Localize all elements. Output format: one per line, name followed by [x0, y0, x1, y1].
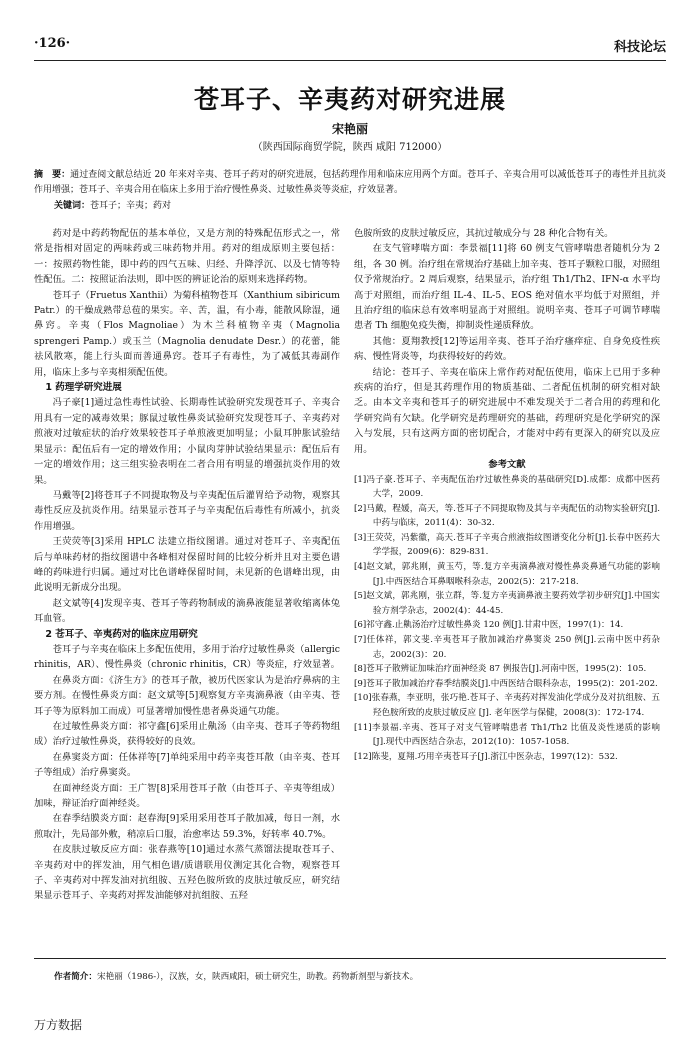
reference-item: [5]赵文斌，郭兆刚，张立群，等.复方辛夷滴鼻液主要药效学初步研究[J].中国实验方剂学杂志，2002(4)：44-45. — [354, 591, 660, 616]
page-number: ·126· — [34, 36, 71, 51]
keywords-label: 关键词： — [54, 201, 91, 211]
reference-item: [11]李景福.辛夷、苍耳子对支气管哮喘患者 Th1/Th2 比值及炎性递质的影响[J].现代中西医结合杂志，2012(10)：1057-1058. — [354, 722, 660, 748]
reference-item: [6]祁守鑫.止鼽汤治疗过敏性鼻炎 120 例[J].甘肃中医，1997(1)：14. — [354, 620, 624, 631]
abstract-label: 摘 要： — [34, 170, 71, 180]
header-rule — [34, 60, 666, 61]
reference-item: [4]赵文斌，郭兆刚，黄玉芍，等.复方辛夷滴鼻液对慢性鼻炎鼻通气功能的影响[J].中西医结合耳鼻咽喉科杂志，2002(5)：217-218. — [354, 562, 660, 587]
abstract — [34, 168, 666, 198]
body-paragraph: 在鼻窦炎方面：任体祥等[7]单纯采用中药辛夷苍耳散（由辛夷、苍耳子等组成）治疗鼻窦炎。 — [34, 751, 340, 779]
body-paragraph: 药对是中药药物配伍的基本单位，又是方剂的特殊配伍形式之一，常常是指相对固定的两味药或三味药物并用。药对的组成原则主要包括：一：按照药物性能，即中药的四气五味、归经、升降浮沉、以及七情等特性配伍。二：按照证治法则，即中医的辨证论治的原则来选择药物。 — [34, 228, 340, 286]
body-paragraph: 在鼻炎方面：《济生方》的苍耳子散，被历代医家认为是治疗鼻病的主要方剂。在慢性鼻炎方面：赵文斌等[5]观察复方辛夷滴鼻液（由辛夷、苍耳子等为原料加工而成）可显著增加慢性患者鼻炎通气功能。 — [34, 674, 340, 717]
bio-text: 宋艳丽（1986-），汉族，女，陕西咸阳，硕士研究生，助教。药物新剂型与新技术。 — [96, 972, 419, 982]
body-paragraph: 苍耳子（Fruetus Xanthii）为菊科植物苍耳（Xanthium sibiricum Patr.）的干燥成熟带总苞的果实。辛、苦，温，有小毒，能散风除湿，通鼻窍。辛夷（Flos Magnoliae）为木兰科植物辛夷（Magnolia sprengeri Pamp.）或玉兰（Magnolia denudate Desr.）的花蕾，能祛风散寒，能上行头面而善通鼻窍。苍耳子有毒性，为了减低其毒副作用，临床上多与辛夷相须配伍使。 — [34, 289, 340, 378]
keywords-text: 苍耳子；辛夷；药对 — [90, 201, 172, 211]
bio-label: 作者简介： — [54, 972, 97, 982]
body-paragraph: 王荧荧等[3]采用 HPLC 法建立指纹图谱。通过对苍耳子、辛夷配伍后与单味药材的指纹图谱中各峰相对保留时间的比较分析并且对主要色谱峰的药味进行归属。通过对比色谱峰保留时间，未见新的色谱峰出现，由此说明无新成分出现。 — [34, 536, 340, 594]
reference-list — [354, 473, 660, 765]
body-paragraph: 苍耳子与辛夷在临床上多配伍使用，多用于治疗过敏性鼻炎（allergic rhinitis，AR）、慢性鼻炎（chronic rhinitis，CR）等炎症，疗效显著。 — [34, 643, 340, 671]
section-heading: 2 苍耳子、辛夷药对的临床应用研究 — [45, 628, 198, 640]
body-paragraph: 色胺所致的皮肤过敏反应，其抗过敏成分与 28 种化合物有关。 — [354, 228, 614, 239]
reference-item: [7]任体祥，郭文斐.辛夷苍耳子散加减治疗鼻窦炎 250 例[J].云南中医中药杂志，2002(3)：20. — [354, 635, 660, 660]
page-header — [34, 36, 666, 56]
body-paragraph: 在过敏性鼻炎方面：祁守鑫[6]采用止鼽汤（由辛夷、苍耳子等药物组成）治疗过敏性鼻炎，获得较好的良效。 — [34, 721, 340, 748]
abstract-text: 通过查阅文献总结近 20 年来对辛夷、苍耳子药对的研究进展，包括药理作用和临床应用两个方面。苍耳子、辛夷合用可以减低苍耳子的毒性并且抗炎作用增强；苍耳子、辛夷合用在临床上多用于治疗慢性鼻炎、过敏性鼻炎等炎症，疗效显著。 — [34, 170, 666, 195]
footer-watermark: 万方数据 — [34, 1018, 83, 1032]
reference-item: [3]王荧荧，冯紫徽，高天.苍耳子辛夷合煎液指纹图谱变化分析[J].长春中医药大学学报，2009(6)：829-831. — [354, 532, 660, 558]
section-heading: 1 药理学研究进展 — [45, 382, 122, 394]
author-affiliation: （陕西国际商贸学院，陕西 咸阳 712000） — [252, 142, 448, 153]
body-paragraph: 在支气管哮喘方面：李景福[11]将 60 例支气管哮喘患者随机分为 2 组，各 30 例。治疗组在常规治疗基础上加辛夷、苍耳子颗粒口服，对照组仅予常规治疗。2 周后观察，结果显示，治疗组 Th1/Th2、IFN-α 水平均高于对照组，而治疗组 IL-4、IL-5、EOS 绝对值水平均低于对照组，并且治疗组的临床总有效率明显高于对照组。说明辛夷、苍耳子可调节哮喘患者 Th 细胞免疫失衡，抑制炎性递质释放。 — [354, 243, 660, 332]
body-right-text — [354, 226, 660, 457]
reference-item: [10]张春燕，李亚明，张巧艳.苍耳子、辛夷药对挥发油化学成分及对抗组胺、五羟色胺所致的皮肤过敏反应 [J]. 老年医学与保健，2008(3)：172-174. — [354, 693, 660, 718]
body-column-left — [34, 226, 340, 938]
reference-item: [1]冯子豪.苍耳子、辛夷配伍治疗过敏性鼻炎的基础研究[D].成都：成都中医药大学，2009. — [354, 474, 660, 500]
body-paragraph: 在面神经炎方面：王广智[8]采用苍耳子散（由苍耳子、辛夷等组成）加味，辩证治疗面神经炎。 — [34, 782, 340, 810]
author-bio — [54, 970, 666, 984]
journal-section: 科技论坛 — [613, 40, 666, 55]
article-title: 苍耳子、辛夷药对研究进展 — [193, 85, 506, 114]
body-paragraph: 马戴等[2]将苍耳子不同提取物及与辛夷配伍后灌胃给予动物，观察其毒性反应及抗炎作用。结果显示苍耳子与辛夷配伍后毒性有所减小，抗炎作用增强。 — [34, 489, 340, 532]
body-paragraph: 冯子豪[1]通过急性毒性试验、长期毒性试验研究发现苍耳子、辛夷合用具有一定的减毒效果；豚鼠过敏性鼻炎试验研究发现苍耳子、辛夷药对煎液对过敏症状的治疗效果较苍耳子单煎液更加明显；小鼠耳肿胀试验结果显示：配伍后有一定的增效作用；小鼠肉芽肿试验结果显示：配伍后有一定的增效作用；这三组实验表明在二者合用有明显的增强抗炎作用的效果。 — [34, 397, 340, 486]
body-column-right — [354, 226, 660, 938]
body-paragraph: 在皮肤过敏反应方面：张春燕等[10]通过水蒸气蒸馏法提取苍耳子、辛夷药对中的挥发油，用气相色谱/质谱联用仪测定其化合物，观察苍耳子、辛夷药对中挥发油对抗组胺、五羟色胺所致的皮肤过敏反应，研究结果显示苍耳子、辛夷药对挥发油能够对抗组胺、五羟 — [34, 844, 340, 902]
references-heading: 参考文献 — [488, 459, 526, 471]
body-paragraph: 在春季结膜炎方面：赵春海[9]采用采用苍耳子散加减，每日一剂，水煎取汁，先局部外敷，稍凉后口服，治愈率达 59.3%，好转率 40.7%。 — [34, 813, 340, 840]
bio-rule — [34, 958, 666, 959]
body-paragraph: 结论：苍耳子、辛夷在临床上常作药对配伍使用，临床上已用于多种疾病的治疗，但是其药理作用的物质基础、二者配伍机制的研究相对缺乏。由本文辛夷和苍耳子的研究进展中不难发现关于二者合用的药理和化学研究尚有欠缺。化学研究是药理研究的基础，药理研究是化学研究的深入与发展，只有这两方面的密切配合，才能对中药有更深入的研究以及应用。 — [354, 366, 660, 455]
reference-item: [2]马戴，程媛，高天，等.苍耳子不同提取物及其与辛夷配伍的动物实验研究[J].中药与临床，2011(4)：30-32. — [354, 503, 660, 529]
body-paragraph: 赵文斌等[4]发现辛夷、苍耳子等药物制成的滴鼻液能显著收缩离体兔耳血管。 — [34, 597, 340, 625]
reference-item: [9]苍耳子散加减治疗春季结膜炎[J].中西医结合眼科杂志，1995(2)：201-202. — [354, 678, 658, 689]
reference-item: [8]苍耳子散辨证加味治疗面神经炎 87 例报告[J].河南中医，1995(2)：105. — [354, 664, 647, 675]
keywords — [54, 199, 666, 214]
body-paragraph: 其他：夏翔教授[12]等运用辛夷、苍耳子治疗瘙痒症、自身免疫性疾病、慢性肾炎等，均获得较好的药效。 — [354, 335, 660, 363]
reference-item: [12]陈斐，夏翔.巧用辛夷苍耳子[J].浙江中医杂志，1997(12)：532. — [354, 751, 618, 762]
author-name: 宋艳丽 — [331, 122, 368, 136]
